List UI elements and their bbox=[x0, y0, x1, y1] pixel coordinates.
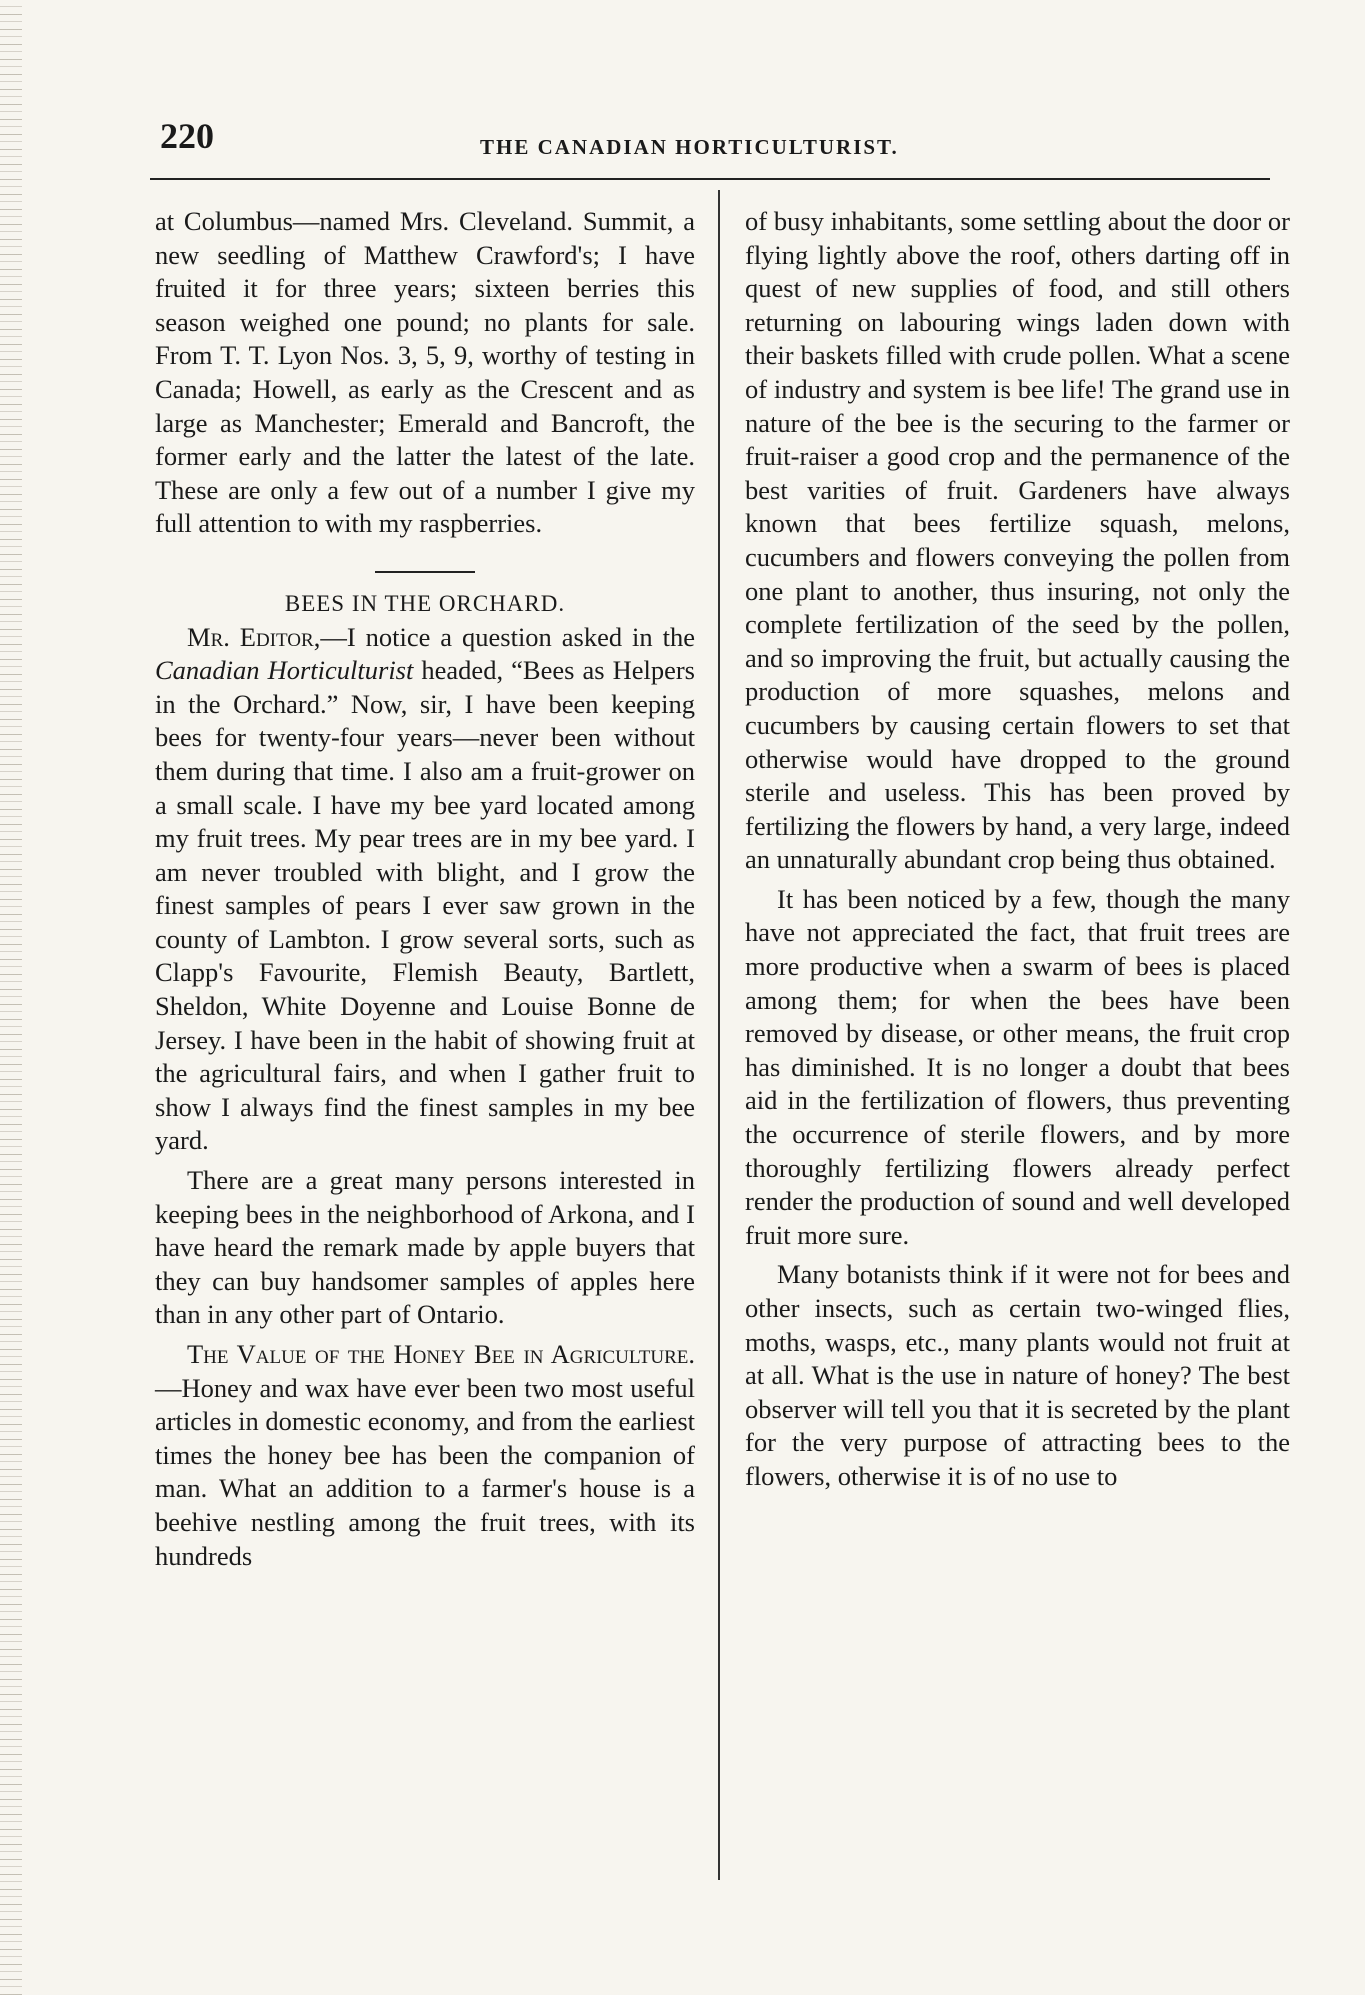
page-header bbox=[160, 115, 1280, 165]
letter-text-a: —I notice a question asked in the bbox=[320, 621, 695, 652]
run-in-heading: The Value of the Honey Bee in Agriculture. bbox=[187, 1339, 695, 1369]
page-number: 220 bbox=[160, 116, 214, 156]
paragraph-bee-life: of busy inhabitants, some settling about the door or flying lightly above the roof, others darting off in quest of new supplies of food, and still others returning on labouring wings laden down with their baskets filled with crude pollen. What a scene of industry and system is bee life! The grand use in nature of the bee is the securing to the farmer or fruit-raiser a good crop and the permanence of the best varities of fruit. Gardeners have always known that bees fertilize squash, melons, cucumbers and flowers conveying the pollen from one plant to another, thus insuring, not only the complete fertilization of the seed by the pollen, and so improving the fruit, but actually causing the production of more squashes, melons and cucumbers by causing certain flowers to set that otherwise would have dropped to the ground sterile and useless. This has been proved by fertilizing the flowers by hand, a very large, indeed an unnaturally abundant crop being thus obtained. bbox=[745, 206, 1290, 875]
paragraph-strawberries: at Columbus—named Mrs. Cleveland. Summit, a new seedling of Matthew Crawford's; I have fruited it for three years; sixteen berries this season weighed one pound; no plants for sale. From T. T. Lyon Nos. 3, 5, 9, worthy of testing in Canada; Howell, as early as the Crescent and as large as Manchester; Emerald and Bancroft, the former early and the latter the latest of the late. These are only a few out of a number I give my full attention to with my raspberries. bbox=[155, 206, 695, 539]
paragraph-productive-trees: It has been noticed by a few, though the many have not appreciated the fact, that fruit trees are more productive when a swarm of bees is placed among them; for when the bees have been removed by disease, or other means, the fruit crop has diminished. It is no longer a doubt that bees aid in the fertilization of flowers, thus preventing the occurrence of sterile flowers, and by more thoroughly fertilizing flowers already perfect render the production of sound and well developed fruit more sure. bbox=[745, 883, 1290, 1250]
left-column bbox=[155, 205, 695, 1573]
column-divider bbox=[718, 190, 720, 1880]
header-rule bbox=[150, 178, 1270, 180]
section-rule bbox=[375, 571, 475, 573]
value-of-bee-text: —Honey and wax have ever been two most useful articles in domestic economy, and from the earliest times the honey bee has been the companion of man. What an addition to a farmer's house is a beehive nestling among the fruit trees, with its hundreds bbox=[155, 1372, 695, 1571]
paragraph-value-of-bee bbox=[155, 1338, 695, 1573]
running-title: THE CANADIAN HORTICULTURIST. bbox=[480, 135, 899, 159]
binding-edge bbox=[0, 0, 22, 1995]
right-column bbox=[745, 205, 1290, 1494]
paragraph-letter bbox=[155, 621, 695, 1159]
journal-title: Canadian Horticulturist bbox=[155, 655, 414, 686]
salutation: Mr. Editor, bbox=[187, 621, 321, 652]
paragraph-botanists: Many botanists think if it were not for bees and other insects, such as certain two-winged flies, moths, wasps, etc., many plants would not fruit at at all. What is the use in nature of honey? The best observer will tell you that it is secreted by the plant for the very purpose of attracting bees to the flowers, otherwise it is of no use to bbox=[745, 1259, 1290, 1491]
section-heading: BEES IN THE ORCHARD. bbox=[284, 590, 566, 616]
paragraph-arkona: There are a great many persons interested in keeping bees in the neighborhood of Arkona, and I have heard the remark made by apple buyers that they can buy handsomer samples of apples here than in any other part of Ontario. bbox=[155, 1165, 695, 1330]
letter-text-b: headed, “Bees as Helpers in the Orchard.” Now, sir, I have been keeping bees for twenty-four years—never been without them during that time. I also am a fruit-grower on a small scale. I have my bee yard located among my fruit trees. My pear trees are in my bee yard. I am never troubled with blight, and I grow the finest samples of pears I ever saw grown in the county of Lambton. I grow several sorts, such as Clapp's Favourite, Flemish Beauty, Bartlett, Sheldon, White Doyenne and Louise Bonne de Jersey. I have been in the habit of showing fruit at the agricultural fairs, and when I gather fruit to show I always find the finest samples in my bee yard. bbox=[155, 655, 695, 1156]
